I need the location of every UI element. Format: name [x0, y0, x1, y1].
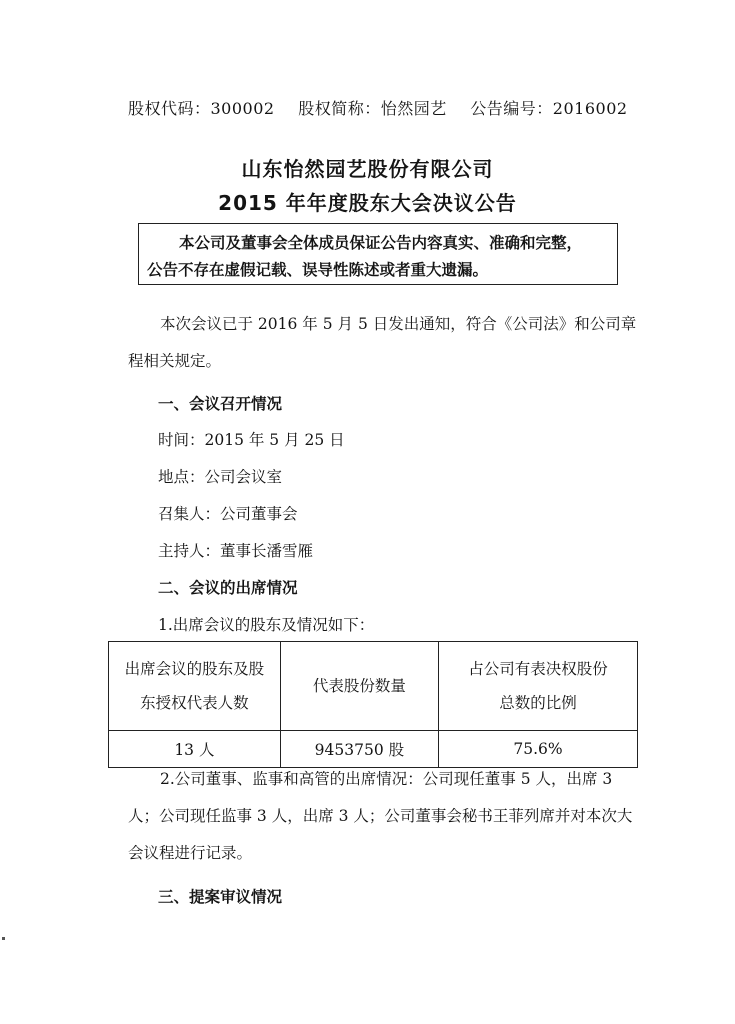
stock-abbreviation: 股权简称：怡然园艺: [298, 99, 447, 118]
announcement-title: 2015 年年度股东大会决议公告: [218, 191, 517, 215]
header-cell-ratio: 占公司有表决权股份总数的比例: [439, 642, 638, 731]
section1-heading: 一、会议召开情况: [158, 395, 283, 413]
company-name-title: 山东怡然园艺股份有限公司: [241, 157, 494, 181]
cell-people: 13 人: [109, 731, 281, 768]
attendance-item-2: 2.公司董事、监事和高管的出席情况：公司现任董事 5 人，出席 3 人；公司现任监事 3 人，出席 3 人；公司董事会秘书王菲列席并对本次大会议程进行记录。: [128, 770, 633, 862]
intro-paragraph: 本次会议已于 2016 年 5 月 5 日发出通知，符合《公司法》和公司章程相关规定。: [128, 315, 637, 370]
meeting-place: 地点：公司会议室: [158, 468, 283, 486]
disclaimer-line-2: 公告不存在虚假记载、误导性陈述或者重大遗漏。: [147, 261, 489, 279]
header-cell-shares: 代表股份数量: [280, 642, 438, 731]
meeting-convener: 召集人：公司董事会: [158, 505, 298, 523]
section3-heading: 三、提案审议情况: [158, 888, 283, 906]
announcement-number: 公告编号：2016002: [470, 99, 628, 118]
section2-heading: 二、会议的出席情况: [158, 579, 298, 597]
attendance-item-1: 1.出席会议的股东及情况如下：: [158, 616, 375, 634]
cell-shares: 9453750 股: [280, 731, 438, 768]
meeting-time: 时间：2015 年 5 月 25 日: [158, 431, 345, 449]
scan-speck: [2, 937, 5, 940]
header-cell-people: 出席会议的股东及股东授权代表人数: [109, 642, 281, 731]
cell-ratio: 75.6%: [439, 731, 638, 768]
announcement-header: [128, 96, 648, 119]
stock-code: 股权代码：300002: [128, 99, 275, 118]
disclaimer-line-1: 本公司及董事会全体成员保证公告内容真实、准确和完整，: [179, 234, 583, 252]
attendance-table: [108, 641, 638, 768]
table-header-row: [109, 642, 638, 731]
disclaimer-box: [138, 223, 618, 285]
meeting-host: 主持人：董事长潘雪雁: [158, 542, 314, 560]
